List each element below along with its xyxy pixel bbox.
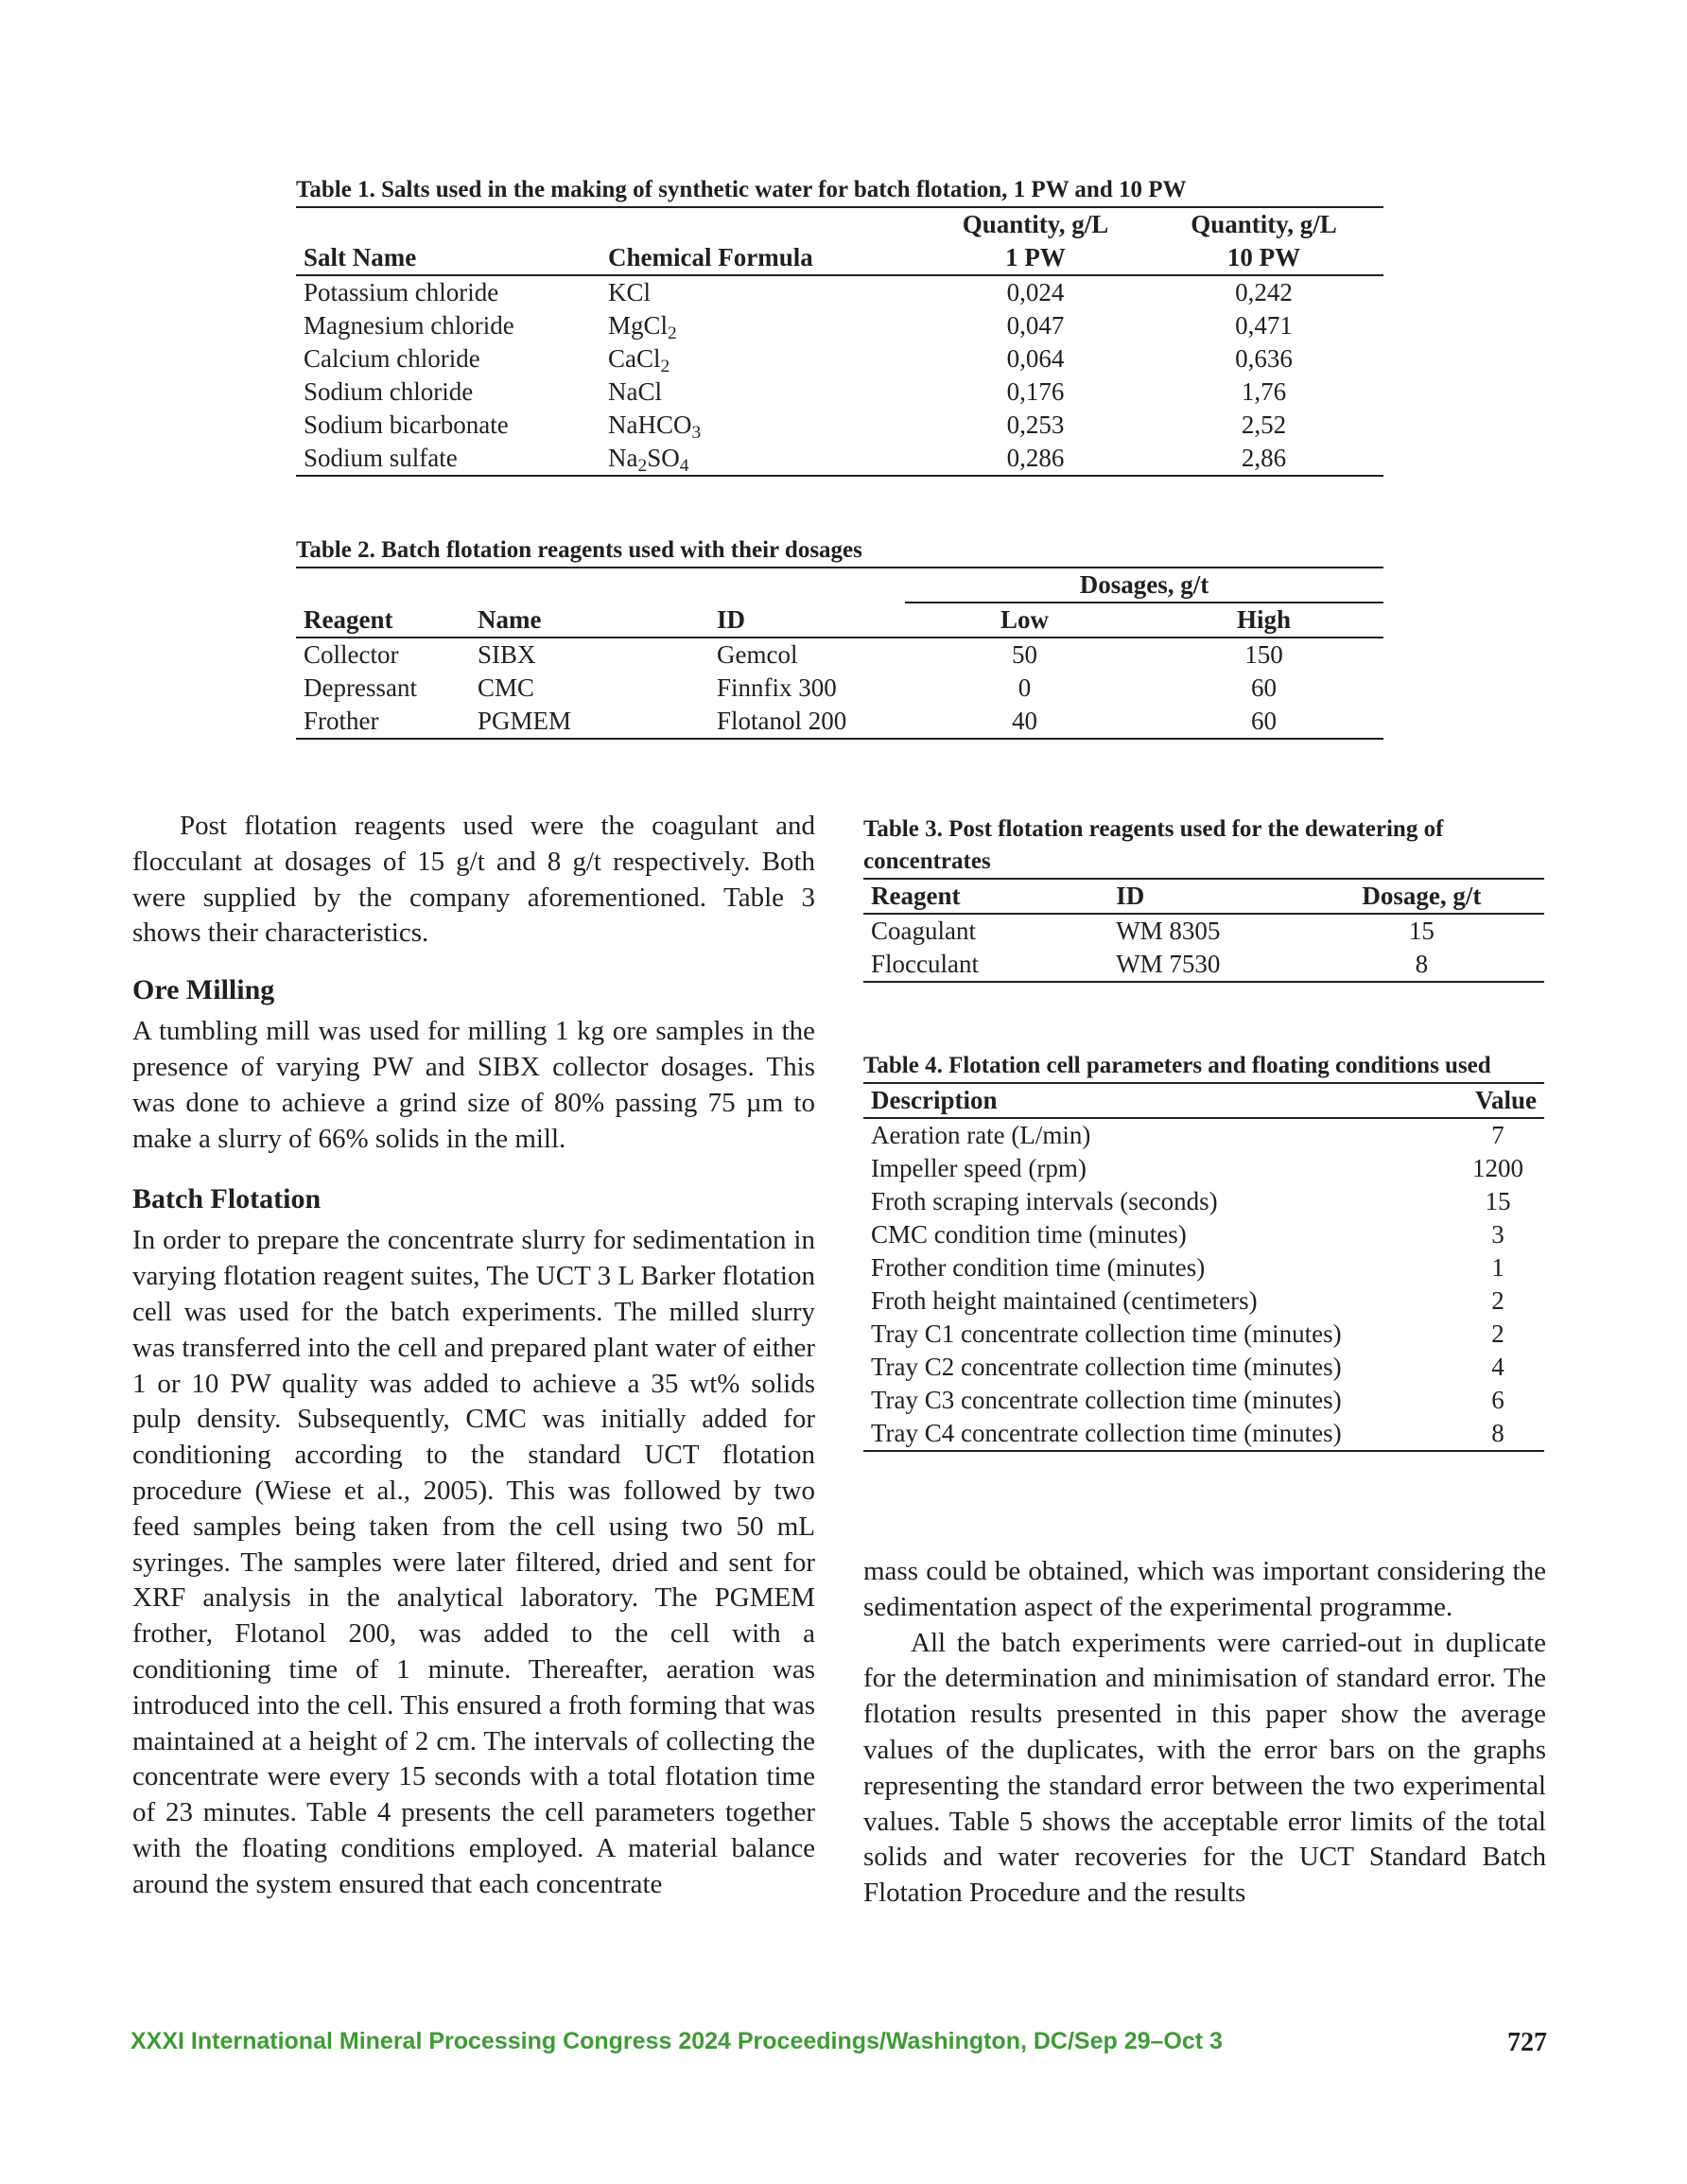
left-text-column [132, 809, 815, 1903]
page-number: 727 [1507, 2028, 1547, 2057]
table-row [863, 1351, 1544, 1384]
table-2-grid [296, 567, 1383, 740]
table-row [863, 1318, 1544, 1351]
value-cell: 8 [1491, 1419, 1504, 1447]
paragraph-batch-flotation: In order to prepare the concentrate slurry for sedimentation in varying flotation reagent suites, The UCT 3 L Barker flotation cell was used for the batch experiments. The milled slurry was transferred into the cell and prepared plant water of either 1 or 10 PW quality was added to achieve a 35 wt% solids pulp density. Subsequently, CMC was initially added for conditioning according to the standard UCT flotation procedure (Wiese et al., 2005). This was followed by two feed samples being taken from the cell using two 50 mL syringes. The samples were later filtered, dried and sent for XRF analysis in the analytical laboratory. The PGMEM frother, Flotanol 200, was added to the cell with a conditioning time of 1 minute. Thereafter, aeration was introduced into the cell. This ensured a froth forming that was maintained at a height of 2 cm. The intervals of collecting the concentrate were every 15 seconds with a total flotation time of 23 minutes. Table 4 presents the cell parameters together with the floating conditions employed. A material balance around the system ensured that each concentrate [132, 1225, 815, 1899]
col-header-high: High [1236, 605, 1292, 634]
page-footer [130, 2028, 1547, 2055]
table-header-row [863, 1083, 1544, 1118]
salt-name-cell: Sodium sulfate [304, 444, 458, 472]
col-header-dosage: Dosage, g/t [1362, 882, 1482, 910]
quantity-1pw-cell: 0,064 [1006, 344, 1065, 373]
name-cell: PGMEM [478, 707, 572, 735]
quantity-10pw-cell: 2,86 [1241, 444, 1287, 472]
value-cell: 4 [1491, 1353, 1504, 1381]
low-cell: 0 [1017, 673, 1032, 702]
table-header-row [296, 207, 1383, 275]
col-header-formula: Chemical Formula [608, 243, 813, 271]
col-header-reagent: Reagent [871, 882, 961, 910]
quantity-10pw-cell: 0,471 [1235, 311, 1293, 340]
value-cell: 1200 [1471, 1154, 1523, 1182]
quantity-10pw-cell: 0,636 [1235, 344, 1293, 373]
dosage-cell: 15 [1408, 917, 1435, 945]
description-cell: Impeller speed (rpm) [871, 1154, 1087, 1182]
salt-name-cell: Sodium chloride [304, 377, 474, 406]
table-1 [296, 174, 1383, 477]
salt-name-cell: Magnesium chloride [304, 311, 514, 340]
col-header-name: Name [478, 605, 542, 634]
col-header-value: Value [1474, 1086, 1537, 1114]
table-4-caption: Table 4. Flotation cell parameters and floating conditions used [863, 1053, 1491, 1078]
high-cell: 60 [1251, 707, 1277, 735]
salt-name-cell: Sodium bicarbonate [304, 411, 509, 439]
value-cell: 6 [1491, 1386, 1504, 1414]
name-cell: SIBX [478, 640, 536, 669]
table-row [296, 309, 1383, 342]
salt-name-cell: Potassium chloride [304, 278, 499, 306]
dosage-cell: 8 [1415, 950, 1429, 978]
description-cell: CMC condition time (minutes) [871, 1220, 1187, 1249]
col-header-reagent: Reagent [304, 605, 393, 634]
col-header-id: ID [1116, 882, 1145, 910]
table-row [863, 1417, 1544, 1451]
table-1-caption: Table 1. Salts used in the making of synthetic water for batch flotation, 1 PW and 10 PW [296, 177, 1187, 202]
low-cell: 40 [1012, 707, 1037, 735]
right-text-column [863, 1554, 1546, 1912]
quantity-10pw-cell: 0,242 [1235, 278, 1293, 306]
table-header-row [296, 603, 1383, 638]
table-row [863, 1251, 1544, 1284]
col-header-dosages: Dosages, g/t [905, 568, 1383, 603]
description-cell: Frother condition time (minutes) [871, 1253, 1206, 1282]
high-cell: 60 [1251, 673, 1277, 702]
table-row [296, 705, 1383, 739]
table-3-caption: Table 3. Post flotation reagents used for the dewatering of concentrates [863, 816, 1444, 874]
value-cell: 7 [1491, 1121, 1504, 1149]
description-cell: Froth scraping intervals (seconds) [871, 1187, 1218, 1215]
quantity-1pw-cell: 0,047 [1006, 311, 1065, 340]
reagent-cell: Collector [304, 640, 399, 669]
name-cell: CMC [478, 673, 535, 702]
table-row [296, 342, 1383, 376]
value-cell: 1 [1491, 1253, 1504, 1282]
description-cell: Tray C1 concentrate collection time (minutes) [871, 1319, 1342, 1348]
description-cell: Tray C2 concentrate collection time (minutes) [871, 1353, 1342, 1381]
section-heading-ore-milling: Ore Milling [132, 974, 275, 1006]
table-row [863, 1284, 1544, 1318]
paragraph-ore-milling: A tumbling mill was used for milling 1 kg ore samples in the presence of varying PW and SIBX collector dosages. This was done to achieve a grind size of 80% passing 75 µm to make a slurry of 66% solids in the mill. [132, 1016, 815, 1154]
table-header-row [863, 879, 1544, 914]
col-header-salt: Salt Name [304, 243, 417, 271]
table-row [863, 1152, 1544, 1185]
low-cell: 50 [1012, 640, 1037, 669]
table-1-grid [296, 206, 1383, 477]
table-row [863, 948, 1544, 982]
table-row [296, 442, 1383, 476]
description-cell: Tray C4 concentrate collection time (minutes) [871, 1419, 1342, 1447]
value-cell: 2 [1491, 1319, 1504, 1348]
formula-cell: CaCl$_2$ [608, 344, 670, 376]
reagent-cell: Coagulant [871, 917, 976, 945]
reagent-cell: Frother [304, 707, 379, 735]
col-header-id: ID [717, 605, 746, 634]
id-cell: Flotanol 200 [717, 707, 847, 735]
table-3 [863, 813, 1544, 983]
value-cell: 3 [1491, 1220, 1504, 1249]
col-header-quantity-1pw: Quantity, g/L 1 PW [962, 210, 1109, 271]
table-row [296, 638, 1383, 672]
table-row [863, 1384, 1544, 1417]
description-cell: Aeration rate (L/min) [871, 1121, 1091, 1149]
id-cell: WM 7530 [1116, 950, 1221, 978]
quantity-1pw-cell: 0,024 [1006, 278, 1065, 306]
table-row [863, 1218, 1544, 1251]
table-row [863, 1185, 1544, 1218]
table-header-group-row [296, 568, 1383, 603]
formula-cell: NaCl [608, 377, 662, 406]
paragraph-duplicates: All the batch experiments were carried-out in duplicate for the determination and minimisation of standard error. The flotation results presented in this paper show the average values of the duplicates, with the error bars on the graphs representing the standard error between the two experimental values. Table 5 shows the acceptable error limits of the total solids and water recoveries for the UCT Standard Batch Flotation Procedure and the results [863, 1627, 1546, 1909]
description-cell: Tray C3 concentrate collection time (minutes) [871, 1386, 1342, 1414]
paragraph-mass: mass could be obtained, which was important considering the sedimentation aspect of the experimental programme. [863, 1556, 1546, 1622]
col-header-description: Description [871, 1086, 998, 1114]
formula-cell: $Na_2SO_4$ [608, 444, 689, 476]
quantity-10pw-cell: 1,76 [1241, 377, 1287, 406]
description-cell: Froth height maintained (centimeters) [871, 1286, 1258, 1315]
quantity-1pw-cell: 0,253 [1006, 411, 1065, 439]
value-cell: 15 [1485, 1187, 1511, 1215]
formula-cell: KCl [608, 278, 652, 306]
id-cell: WM 8305 [1116, 917, 1221, 945]
col-header-low: Low [1000, 605, 1049, 634]
id-cell: Gemcol [717, 640, 798, 669]
value-cell: 2 [1491, 1286, 1504, 1315]
table-4-grid [863, 1082, 1544, 1452]
table-2 [296, 534, 1383, 740]
table-row [296, 672, 1383, 705]
quantity-1pw-cell: 0,286 [1006, 444, 1065, 472]
reagent-cell: Depressant [304, 673, 417, 702]
section-heading-batch-flotation: Batch Flotation [132, 1183, 322, 1215]
table-3-grid [863, 878, 1544, 983]
salt-name-cell: Calcium chloride [304, 344, 480, 373]
table-2-caption: Table 2. Batch flotation reagents used with their dosages [296, 537, 862, 563]
id-cell: Finnfix 300 [717, 673, 837, 702]
paragraph-post-flotation: Post flotation reagents used were the coagulant and flocculant at dosages of 15 g/t and 8 g/t respectively. Both were supplied by the company aforementioned. Table 3 shows their characteristics. [132, 811, 815, 949]
col-header-quantity-10pw: Quantity, g/L 10 PW [1191, 210, 1337, 271]
reagent-cell: Flocculant [871, 950, 979, 978]
footer-conference-text: XXXI International Mineral Processing Congress 2024 Proceedings/Washington, DC/Sep 29–Oct 3 [130, 2028, 1223, 2054]
table-4 [863, 1050, 1544, 1452]
table-row [863, 914, 1544, 948]
table-row [863, 1118, 1544, 1152]
table-row [296, 275, 1383, 309]
formula-cell: MgCl$_2$ [608, 311, 677, 343]
high-cell: 150 [1244, 640, 1283, 669]
table-row [296, 376, 1383, 409]
table-row [296, 409, 1383, 442]
formula-cell: NaHCO$_3$ [608, 411, 702, 443]
quantity-1pw-cell: 0,176 [1006, 377, 1065, 406]
quantity-10pw-cell: 2,52 [1241, 411, 1287, 439]
